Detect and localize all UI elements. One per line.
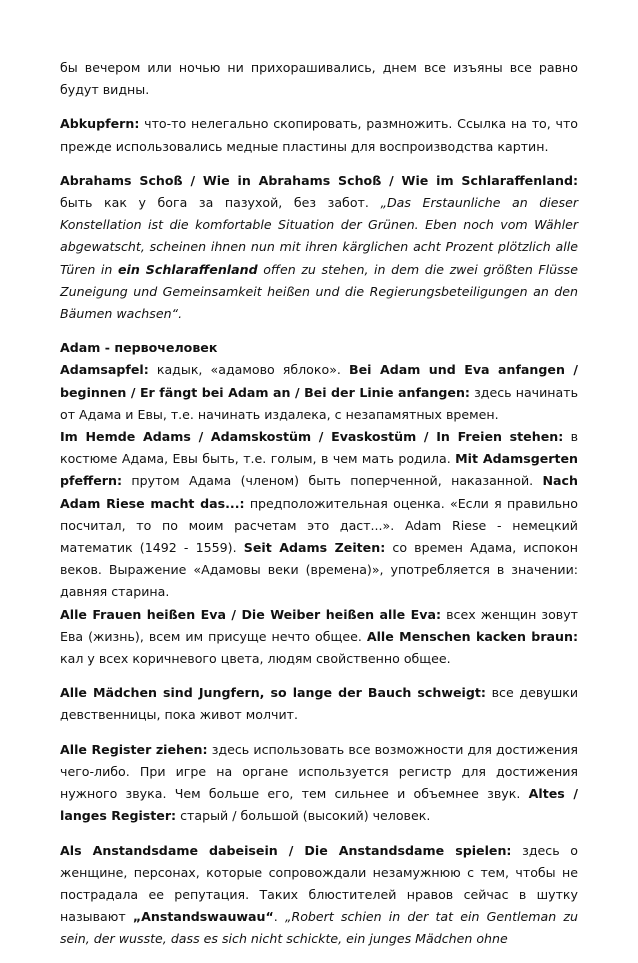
entry-alle-register <box>60 739 578 828</box>
entry-definition: предположительная оценка. «Если я правильно посчитал, то по моим расчетам это даст...». Adam Riese - немецкий математик (1492 - 1559). <box>60 495 578 556</box>
entry-definition: . <box>273 909 285 925</box>
entry-definition: здесь использовать все возможности для достижения чего-либо. При игре на органе используется регистр для достижения нужного звука. Чем больше его, тем сильнее и объемнее звук. <box>60 741 579 802</box>
paragraph-continuation <box>60 57 578 101</box>
entry-alle-maedchen <box>60 682 578 726</box>
entry-definition: со времен Адама, испокон веков. Выражение «Адамовы веки (времена)», употребляется в значении: давняя старина. <box>60 540 578 600</box>
section-heading: Adam - первочеловек <box>60 340 218 356</box>
entry-term: Mit Adamsgerten pfeffern: <box>60 451 578 489</box>
entry-definition: здесь начинать от Адама и Евы, т.е. начинать издалека, с незапамятных времен. <box>60 384 579 422</box>
entry-term: Alle Frauen heißen Eva / Die Weiber heißen alle Eva: <box>60 606 442 622</box>
entry-definition: всех женщин зовут Ева (жизнь), всем им присуще нечто общее. <box>60 606 579 644</box>
entry-quote: offen zu stehen, in dem die zwei größten Flüsse Zuneigung und Gemeinsamkeit heißen und die Regierungsbeteiligungen an den Bäumen wachsen“. <box>60 261 578 322</box>
entry-term: Abrahams Schoß / Wie in Abrahams Schoß / Wie im Schlaraffenland: <box>60 172 578 188</box>
entry-term: Nach Adam Riese macht das...: <box>60 473 578 511</box>
entry-term: Seit Adams Zeiten: <box>243 540 386 556</box>
entry-term: Altes / langes Register: <box>60 786 578 824</box>
entry-term: Im Hemde Adams / Adamskostüm / Evaskostüm / In Freien stehen: <box>60 429 564 445</box>
entry-term: Alle Mädchen sind Jungfern, so lange der Bauch schweigt: <box>60 685 486 701</box>
entry-definition: здесь о женщине, персонах, которые сопровождали незамужнюю с тем, чтобы не пострадала ее репутация. Таких блюстителей нравов сейчас в шутку называют <box>60 842 578 925</box>
entry-anstandsdame <box>60 840 578 951</box>
paragraph-text: бы вечером или ночью ни прихорашивались, днем все изъяны все равно будут видны. <box>60 60 578 98</box>
entry-abrahams-schoss <box>60 170 578 325</box>
entry-quote: „Das Erstaunliche an dieser Konstellation ist die komfortable Situation der Grünen. Eben noch vom Wähler abgewatscht, scheinen ihnen nun mit ihren kärglichen acht Prozent plötzlich alle Türen in <box>60 195 579 277</box>
document-page <box>60 57 578 963</box>
entry-definition: прутом Адама (членом) быть поперченной, наказанной. <box>122 473 543 489</box>
entry-term: Alle Menschen kacken braun: <box>366 628 579 644</box>
entry-definition: в костюме Адама, Евы быть, т.е. голым, в чем мать родила. <box>60 429 578 467</box>
entry-definition: что-то нелегально скопировать, размножить. Ссылка на то, что прежде использовались медные пластины для воспроизводства картин. <box>60 116 578 154</box>
entry-term: „Anstandswauwau“ <box>132 909 274 925</box>
entry-quote: „Robert schien in der tat ein Gentleman zu sein, der wusste, dass es sich nicht schickte, ein junges Mädchen ohne <box>60 909 578 947</box>
entry-definition: кадык, «адамово яблоко». <box>148 362 350 378</box>
entry-definition: быть как у бога за пазухой, без забот. <box>60 195 381 211</box>
entry-definition: старый / большой (высокий) человек. <box>176 808 431 824</box>
section-adam <box>60 337 578 670</box>
entry-definition: кал у всех коричневого цвета, людям свойственно общее. <box>60 651 451 667</box>
entry-term: Alle Register ziehen: <box>60 741 208 757</box>
entry-term: Abkupfern: <box>60 116 140 132</box>
entry-definition: все девушки девственницы, пока живот молчит. <box>60 685 579 723</box>
entry-abkupfern <box>60 113 578 157</box>
entry-quote-emphasis: ein Schlaraffenland <box>117 261 258 277</box>
entry-term: Adamsapfel: <box>60 362 149 378</box>
entry-term: Als Anstandsdame dabeisein / Die Anstandsdame spielen: <box>60 842 512 858</box>
entry-term: Bei Adam und Eva anfangen / beginnen / Er fängt bei Adam an / Bei der Linie anfangen: <box>60 362 578 400</box>
